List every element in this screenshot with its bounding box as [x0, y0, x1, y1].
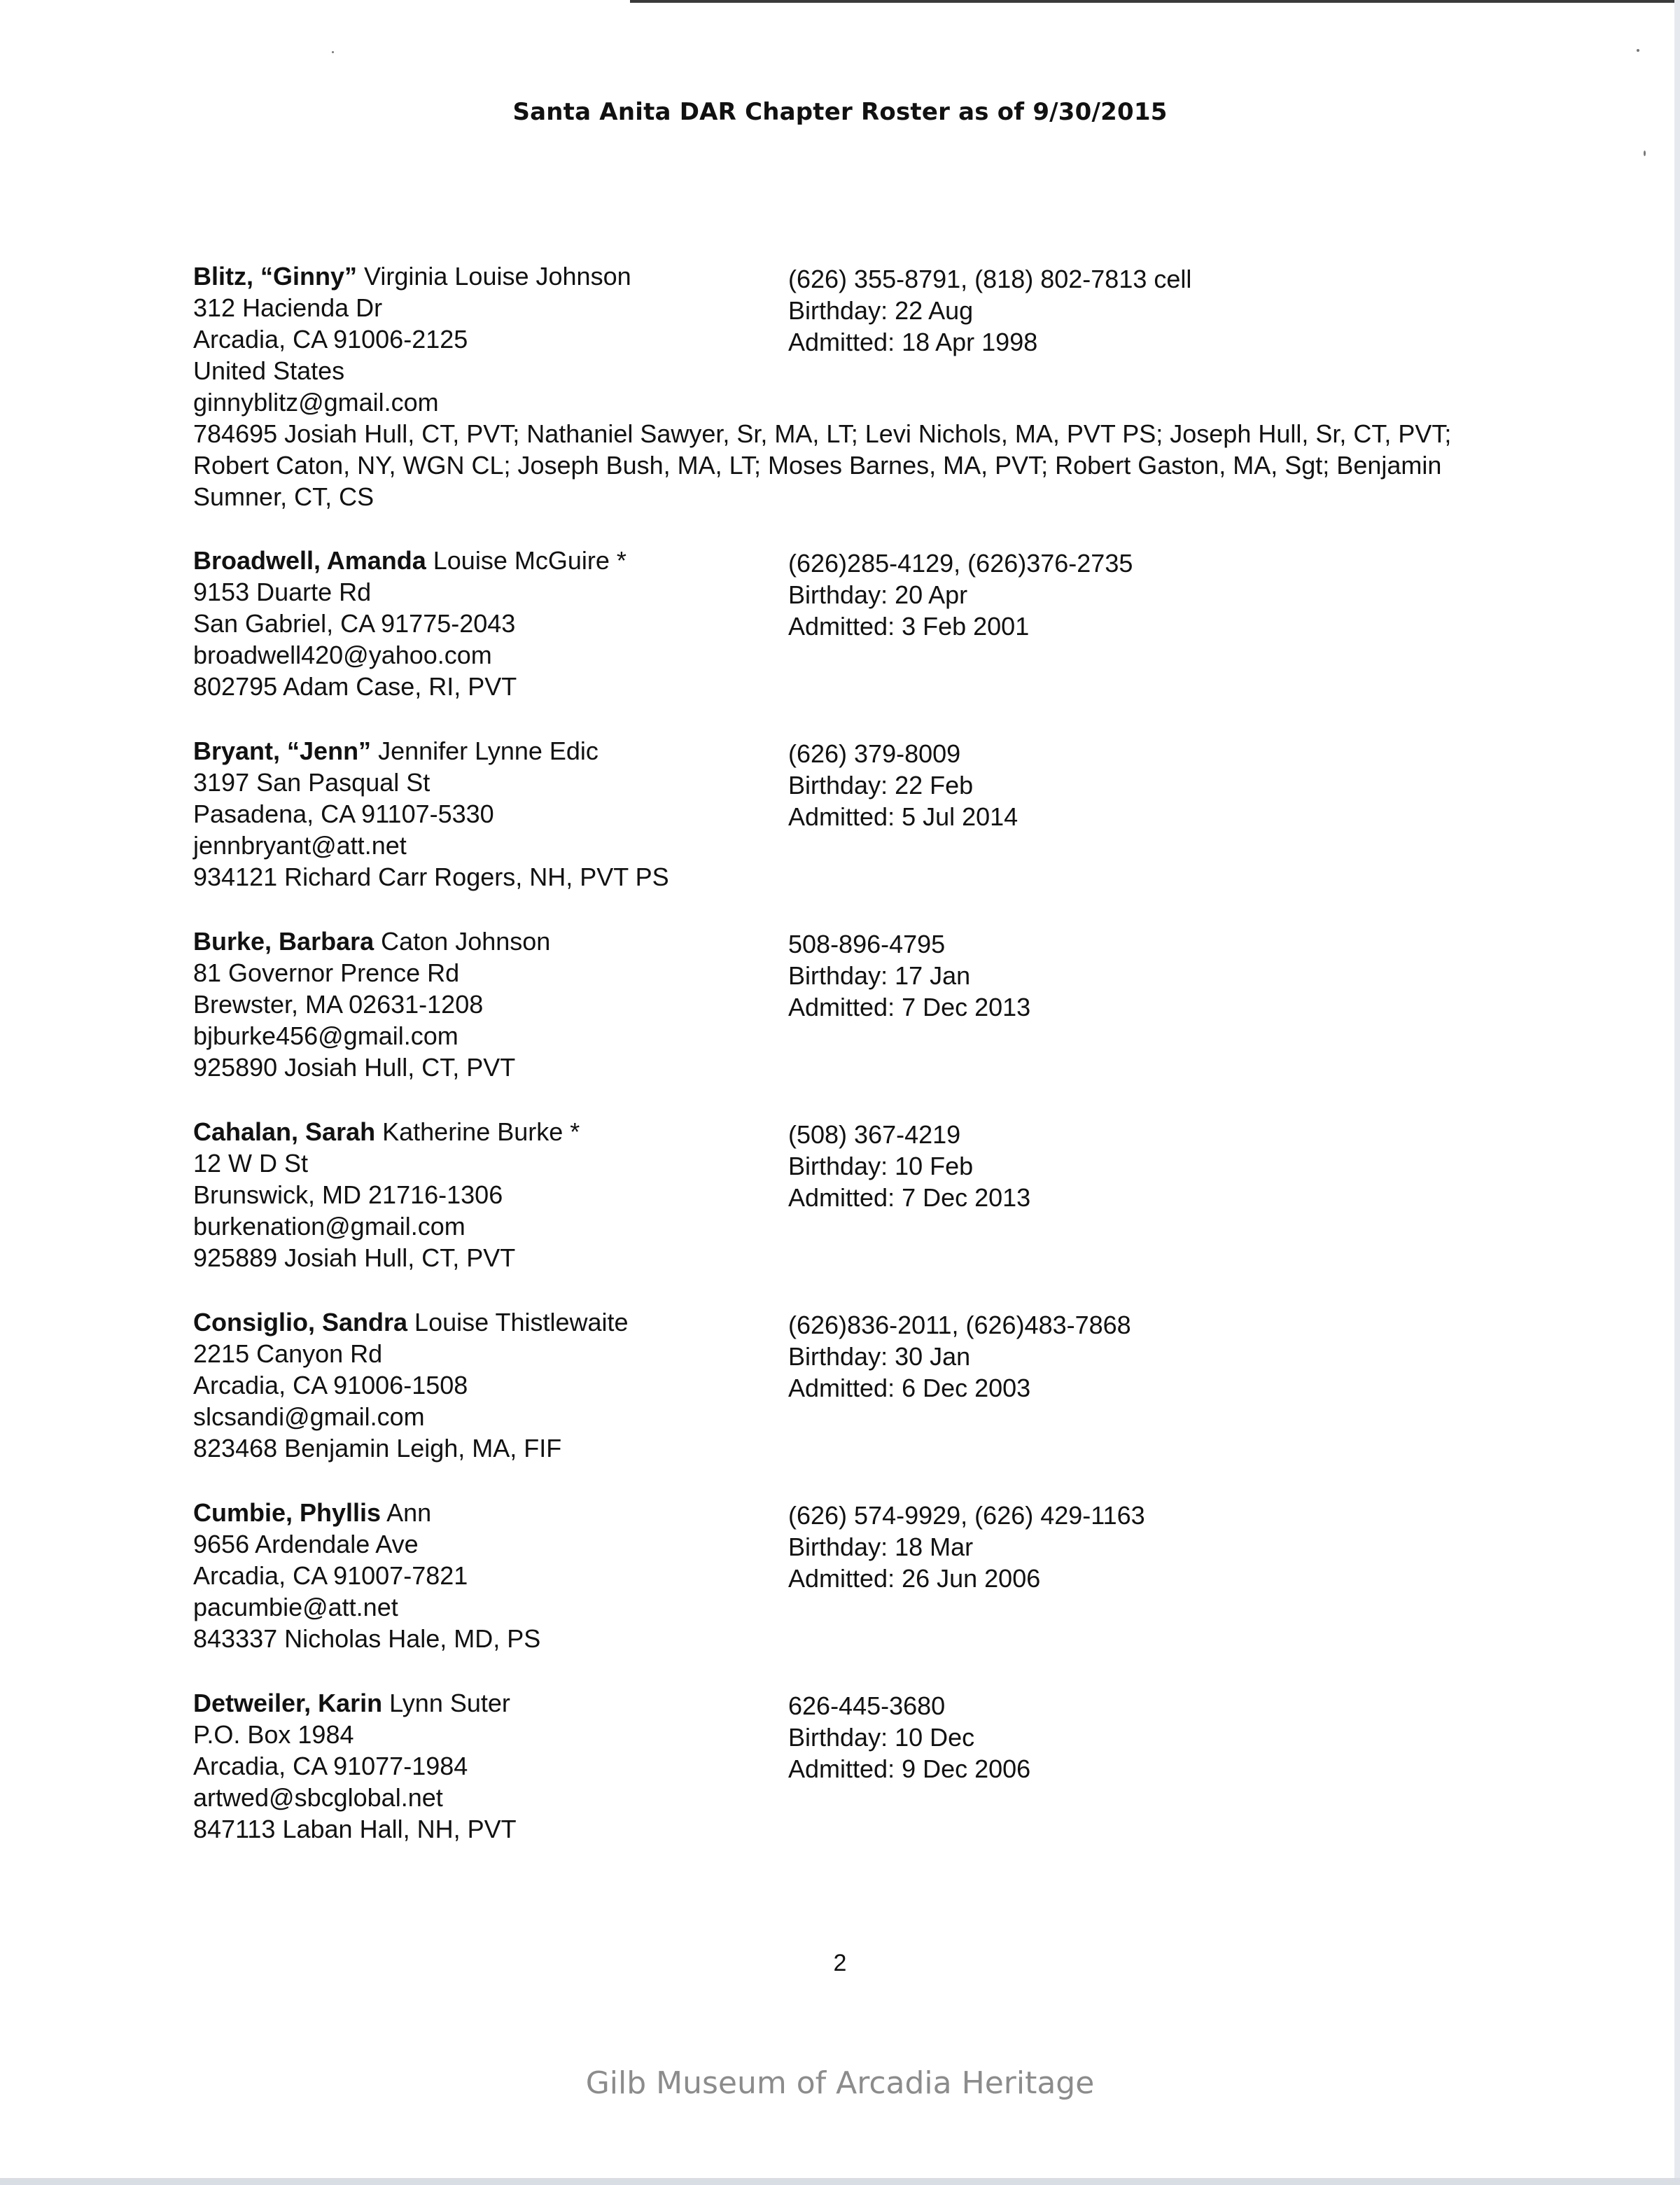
member-phone: (626)836-2011, (626)483-7868 [788, 1311, 1131, 1339]
member-admitted: Admitted: 5 Jul 2014 [788, 802, 1018, 831]
member-surname: Cahalan, Sarah [193, 1117, 376, 1146]
member-email: bjburke456@gmail.com [193, 1021, 458, 1050]
member-email: jennbryant@att.net [193, 831, 407, 860]
member-birthday: Birthday: 10 Dec [788, 1723, 975, 1752]
scan-edge-bottom [0, 2178, 1680, 2185]
member-address-line1: 9153 Duarte Rd [193, 578, 372, 606]
member-ancestors: 934121 Richard Carr Rogers, NH, PVT PS [193, 863, 669, 891]
member-birthday: Birthday: 18 Mar [788, 1533, 974, 1561]
member-admitted: Admitted: 6 Dec 2003 [788, 1374, 1031, 1402]
member-contact [788, 1690, 1488, 1785]
member-surname: Blitz, “Ginny” [193, 262, 357, 291]
member-address-line1: P.O. Box 1984 [193, 1720, 354, 1749]
scan-edge-right [1674, 0, 1680, 2185]
member-birthday: Birthday: 30 Jan [788, 1342, 971, 1371]
member-name [193, 1687, 781, 1719]
member-address-line1: 9656 Ardendale Ave [193, 1530, 419, 1558]
member-contact [788, 263, 1488, 358]
member-given-name: Louise Thistlewaite [407, 1308, 629, 1336]
member-address-line2: Arcadia, CA 91007-7821 [193, 1561, 468, 1590]
member-contact [788, 738, 1488, 832]
scan-speck [1637, 49, 1639, 52]
member-email: artwed@sbcglobal.net [193, 1783, 443, 1812]
member-given-name: Jennifer Lynne Edic [371, 737, 598, 765]
member-address-line2: Pasadena, CA 91107-5330 [193, 800, 494, 828]
member-admitted: Admitted: 9 Dec 2006 [788, 1754, 1031, 1783]
member-surname: Cumbie, Phyllis [193, 1498, 382, 1527]
member-phone: (626) 379-8009 [788, 739, 961, 768]
page-title: Santa Anita DAR Chapter Roster as of 9/30/2015 [512, 98, 1168, 126]
member-name [193, 1116, 781, 1147]
member-contact [788, 1119, 1488, 1213]
member-ancestors: 847113 Laban Hall, NH, PVT [193, 1815, 517, 1843]
scan-edge-top [630, 0, 1680, 3]
member-address-line1: 3197 San Pasqual St [193, 768, 430, 797]
member-details [193, 735, 781, 893]
member-ancestors: 843337 Nicholas Hale, MD, PS [193, 1624, 541, 1653]
member-ancestors: 925890 Josiah Hull, CT, PVT [193, 1053, 516, 1082]
scan-speck [332, 51, 334, 53]
member-admitted: Admitted: 7 Dec 2013 [788, 993, 1031, 1021]
member-given-name: Lynn Suter [382, 1689, 510, 1717]
member-contact [788, 928, 1488, 1023]
member-email: ginnyblitz@gmail.com [193, 388, 439, 417]
member-admitted: Admitted: 18 Apr 1998 [788, 328, 1038, 356]
member-country: United States [193, 356, 345, 385]
member-ancestors: 823468 Benjamin Leigh, MA, FIF [193, 1434, 562, 1463]
member-details [193, 545, 781, 702]
member-surname: Broadwell, Amanda [193, 546, 426, 575]
member-birthday: Birthday: 17 Jan [788, 961, 971, 990]
member-details [193, 1497, 781, 1654]
member-given-name: Louise McGuire * [426, 546, 626, 575]
member-address-line1: 12 W D St [193, 1149, 309, 1178]
member-name [193, 735, 781, 767]
member-admitted: Admitted: 3 Feb 2001 [788, 612, 1030, 641]
member-given-name: Katherine Burke * [375, 1117, 580, 1146]
member-address-line2: Arcadia, CA 91077-1984 [193, 1752, 468, 1780]
member-email: burkenation@gmail.com [193, 1212, 465, 1241]
member-address-line1: 312 Hacienda Dr [193, 293, 383, 322]
member-address-line2: Arcadia, CA 91006-2125 [193, 325, 468, 354]
member-contact [788, 547, 1488, 642]
member-surname: Consiglio, Sandra [193, 1308, 408, 1336]
member-birthday: Birthday: 22 Aug [788, 296, 974, 325]
member-email: broadwell420@yahoo.com [193, 641, 492, 669]
member-birthday: Birthday: 22 Feb [788, 771, 974, 800]
member-contact [788, 1500, 1488, 1594]
member-contact [788, 1309, 1488, 1404]
member-given-name: Ann [381, 1498, 432, 1527]
member-phone: (508) 367-4219 [788, 1120, 961, 1149]
member-address-line2: Arcadia, CA 91006-1508 [193, 1371, 468, 1399]
member-given-name: Virginia Louise Johnson [357, 262, 631, 291]
member-ancestors: 925889 Josiah Hull, CT, PVT [193, 1243, 516, 1272]
member-name [193, 260, 781, 292]
scan-speck [1644, 151, 1646, 156]
watermark: Gilb Museum of Arcadia Heritage [585, 2065, 1095, 2101]
member-email: slcsandi@gmail.com [193, 1402, 425, 1431]
member-name [193, 545, 781, 576]
member-details [193, 260, 781, 418]
member-details [193, 926, 781, 1083]
member-address-line2: Brewster, MA 02631-1208 [193, 990, 484, 1019]
member-given-name: Caton Johnson [374, 927, 551, 956]
member-address-line2: San Gabriel, CA 91775-2043 [193, 609, 516, 638]
member-name [193, 1306, 781, 1338]
member-surname: Burke, Barbara [193, 927, 374, 956]
member-surname: Bryant, “Jenn” [193, 737, 372, 765]
member-address-line2: Brunswick, MD 21716-1306 [193, 1180, 503, 1209]
member-phone: (626) 355-8791, (818) 802-7813 cell [788, 265, 1192, 293]
member-email: pacumbie@att.net [193, 1593, 398, 1621]
member-phone: 626-445-3680 [788, 1691, 946, 1720]
member-ancestors: 802795 Adam Case, RI, PVT [193, 672, 517, 701]
member-address-line1: 2215 Canyon Rd [193, 1339, 383, 1368]
member-phone: (626)285-4129, (626)376-2735 [788, 549, 1133, 578]
member-address-line1: 81 Governor Prence Rd [193, 958, 460, 987]
member-birthday: Birthday: 20 Apr [788, 580, 968, 609]
member-surname: Detweiler, Karin [193, 1689, 383, 1717]
member-admitted: Admitted: 26 Jun 2006 [788, 1564, 1041, 1593]
member-phone: 508-896-4795 [788, 930, 946, 958]
member-phone: (626) 574-9929, (626) 429-1163 [788, 1501, 1145, 1530]
member-details [193, 1306, 781, 1464]
member-ancestors: 784695 Josiah Hull, CT, PVT; Nathaniel Sawyer, Sr, MA, LT; Levi Nichols, MA, PVT PS; Joseph Hull, Sr, CT, PVT; Robert Caton, NY, WGN CL; Joseph Bush, MA, LT; Moses Barnes, MA, PVT; Robert Gaston, MA, Sgt; Benjamin Sumner, CT, CS [193, 419, 1452, 511]
page-number: 2 [833, 1950, 847, 1976]
member-admitted: Admitted: 7 Dec 2013 [788, 1183, 1031, 1212]
member-name [193, 926, 781, 957]
member-details [193, 1116, 781, 1273]
member-details [193, 1687, 781, 1845]
member-name [193, 1497, 781, 1528]
member-birthday: Birthday: 10 Feb [788, 1152, 974, 1180]
